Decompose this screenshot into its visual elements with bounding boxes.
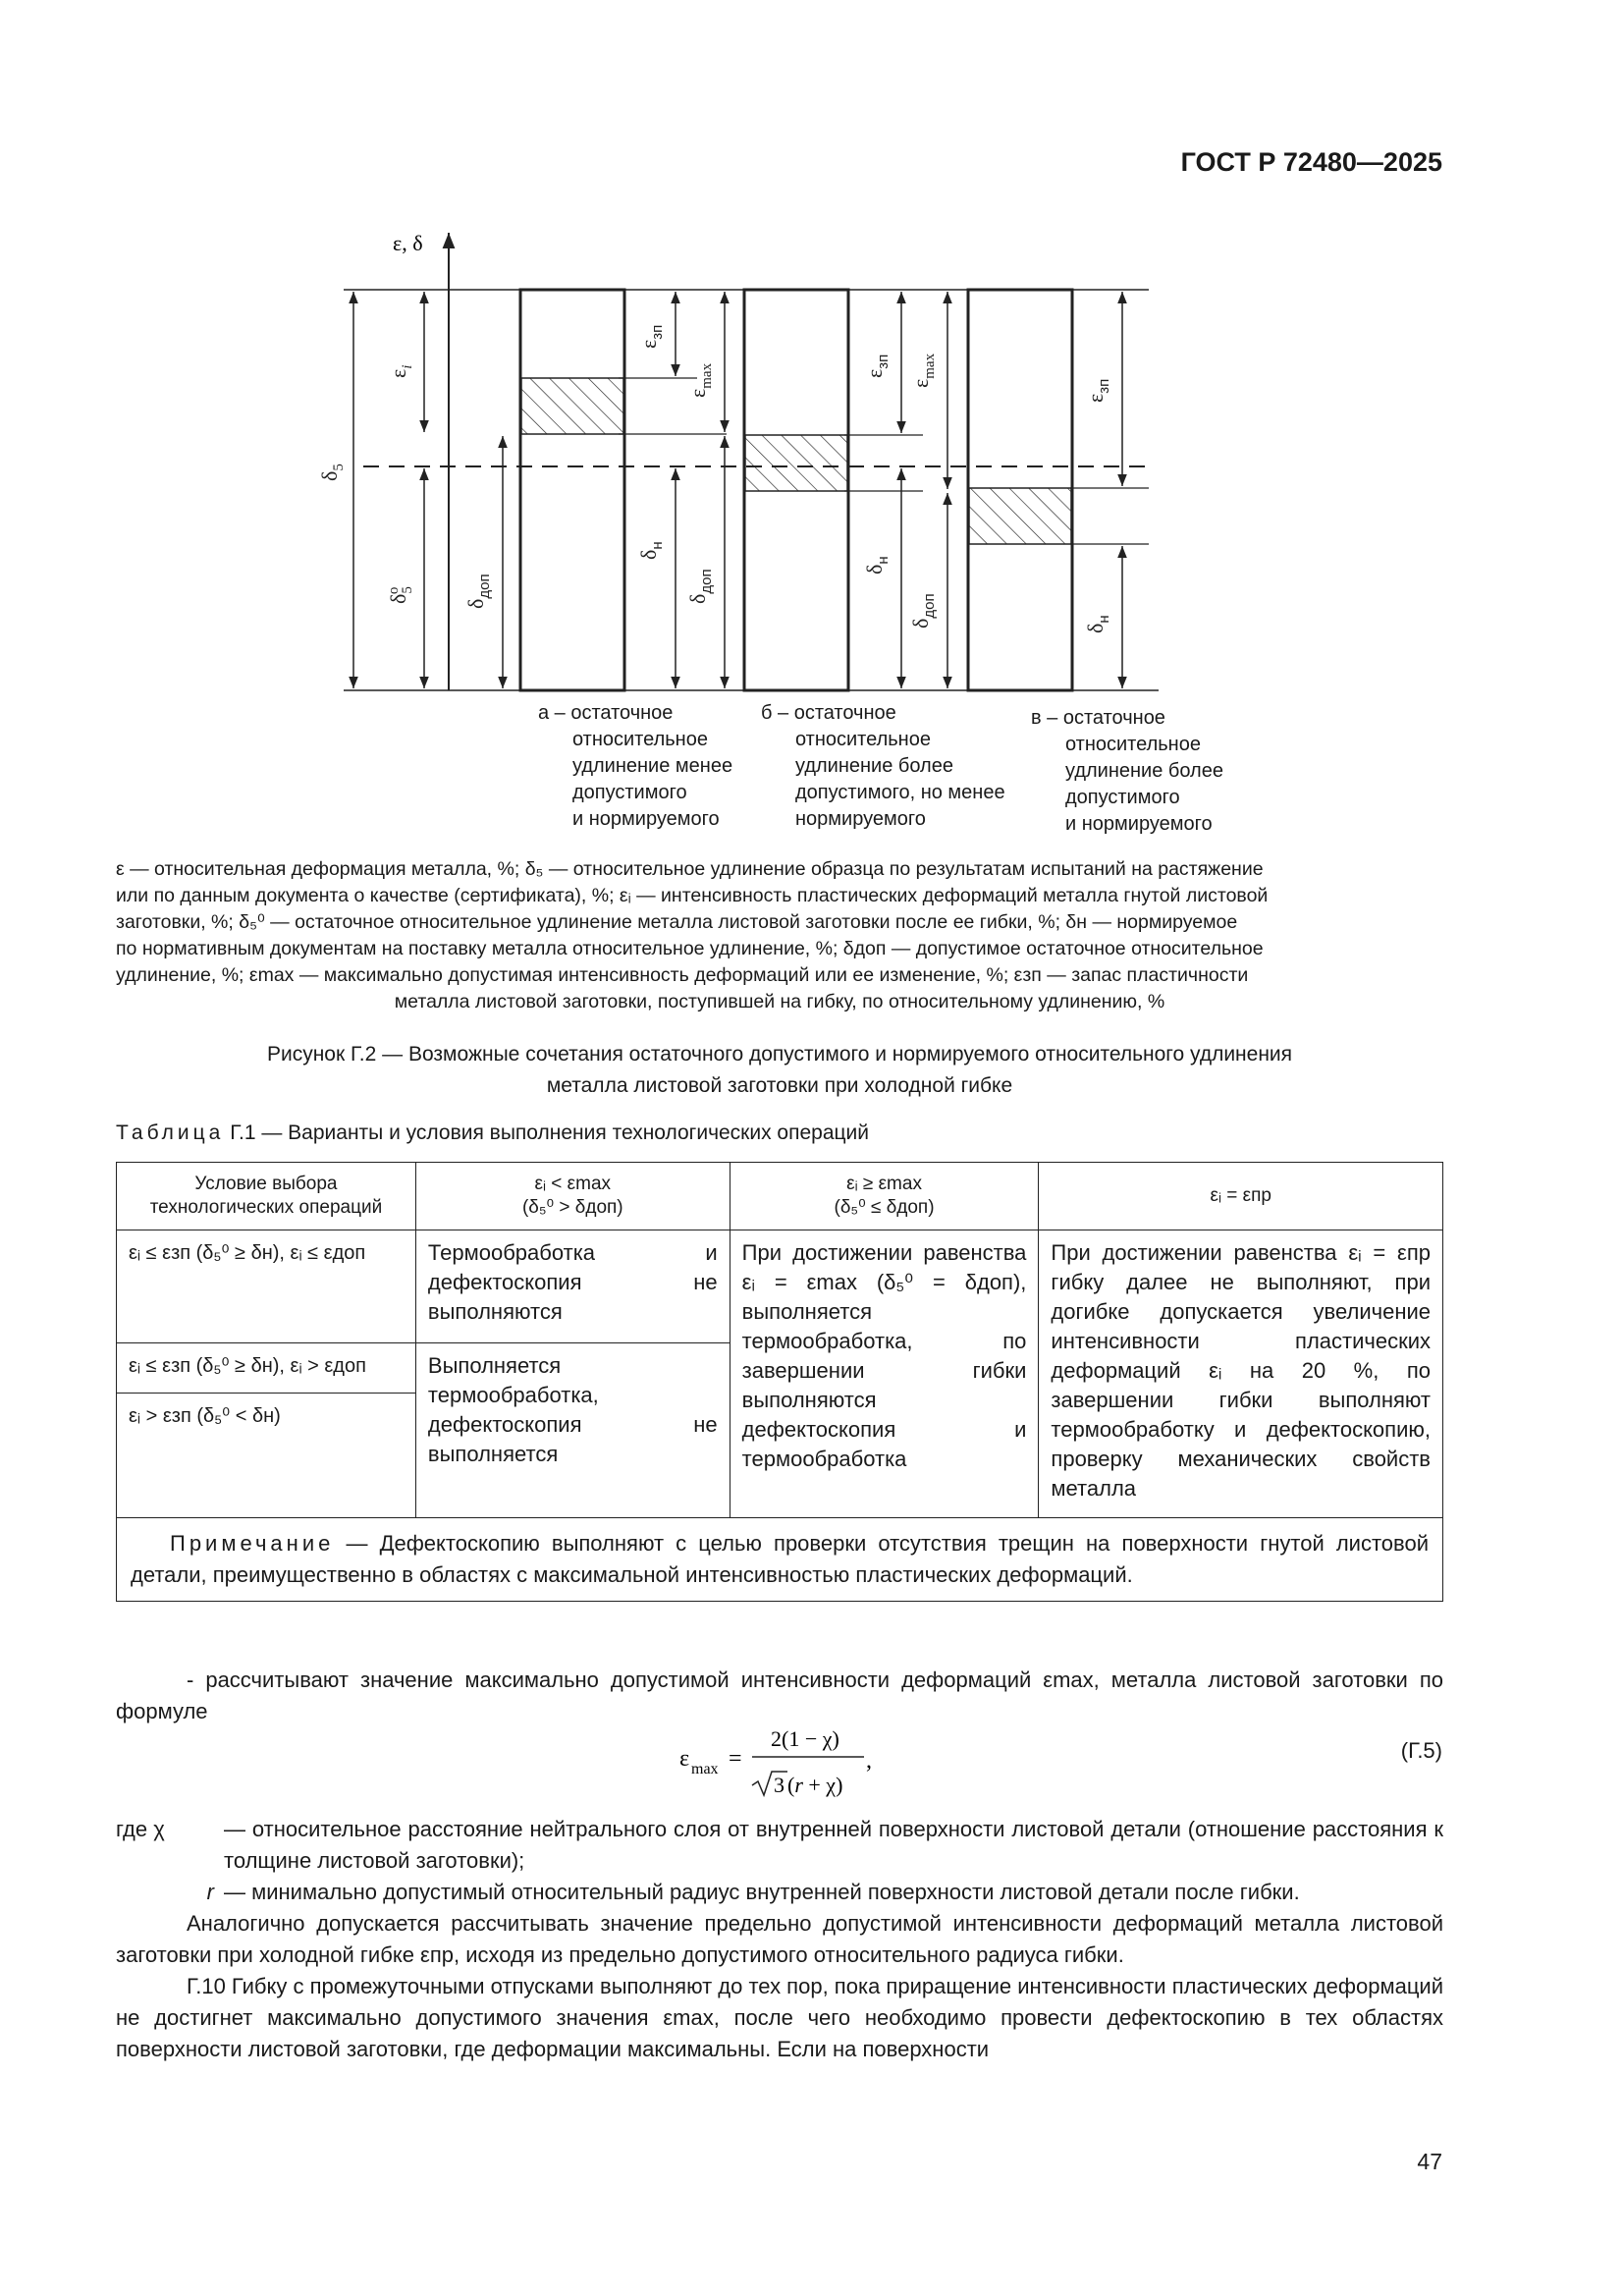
header-col3: εᵢ ≥ εmax (δ₅⁰ ≤ δдоп) <box>730 1163 1039 1230</box>
row1-col2: Термообработка и дефектоскопия не выполняются <box>415 1230 730 1343</box>
formula-g5 <box>677 1717 913 1805</box>
caption-a: а – остаточное относительное удлинение менее допустимого и нормируемого <box>538 702 733 830</box>
svg-text:ε: ε <box>679 1746 690 1772</box>
where-r: r — минимально допустимый относительный радиус внутренней поверхности листовой детали после гибки. <box>206 1880 1300 1904</box>
table-note-row <box>117 1518 1443 1602</box>
paragraph-2: Аналогично допускается рассчитывать значение предельно допустимой интенсивности деформаций металла листовой заготовки при холодной гибке εпр, исходя из предельно допустимого относительного радиуса гибки. <box>116 1911 1443 1967</box>
page-number: 47 <box>1417 2149 1442 2174</box>
label-delta-dop-a: $\delta_{доп}$ <box>463 574 493 609</box>
label-delta5: $\delta_5$ <box>317 464 347 481</box>
condition-1: εᵢ ≤ εзп (δ₅⁰ ≥ δн), εᵢ ≤ εдоп <box>117 1230 416 1343</box>
label-delta-dop-v: $\delta_{доп}$ <box>908 593 938 629</box>
condition-2: εᵢ ≤ εзп (δ₅⁰ ≥ δн), εᵢ > εдоп <box>117 1343 416 1394</box>
label-eps-zp-a: $\varepsilon_{зп}$ <box>636 324 666 349</box>
figure-legend: ε — относительная деформация металла, %; δ₅ — относительное удлинение образца по результатам испытаний на растяжение или по данным документа о качестве (сертификата), %; εᵢ — интенсивность пластических деформаций металла гнутой листовой заготовки, %; δ₅⁰ — остаточное относительное удлинение металла листовой заготовки после ее гибки, %; δн — нормируемое по нормативным документам на поставку металла относительное удлинение, %; δдоп — допустимое остаточное относительное удлинение, %; εmax — максимально допустимая интенсивность деформаций или ее изменение, %; εзп — запас пластичности металла листовой заготовки, поступившей на гибку, по относительному удлинению, % <box>116 858 1269 1012</box>
table-header-row <box>117 1163 1443 1230</box>
svg-text:3: 3 <box>774 1773 784 1797</box>
column-a <box>520 290 624 690</box>
header-col4: εᵢ = εпр <box>1039 1163 1443 1230</box>
table-title: Таблица Г.1 — Варианты и условия выполнения технологических операций <box>116 1121 870 1144</box>
label-delta-n-v: $\delta_н$ <box>1083 615 1112 633</box>
document-id: ГОСТ Р 72480—2025 <box>1180 147 1442 177</box>
header-col2: εᵢ < εmax (δ₅⁰ > δдоп) <box>415 1163 730 1230</box>
svg-text:max: max <box>691 1761 719 1777</box>
row2-col2: Выполняется термообработка, дефектоскопия не выполняется <box>415 1343 730 1518</box>
formula-number: (Г.5) <box>1400 1738 1442 1763</box>
svg-text:=: = <box>729 1746 742 1772</box>
figure-caption: Рисунок Г.2 — Возможные сочетания остаточного допустимого и нормируемого относительного удлинения металла листовой заготовки при холодной гибке <box>266 1043 1293 1097</box>
axis-label: ε, δ <box>393 231 423 255</box>
label-eps-zp-b: $\varepsilon_{зп}$ <box>862 354 892 378</box>
label-eps-max-a: $\varepsilon_{max}$ <box>685 362 715 398</box>
operations-table <box>116 1162 1443 1602</box>
svg-text:2(1 − χ): 2(1 − χ) <box>771 1726 839 1751</box>
condition-3: εᵢ > εзп (δ₅⁰ < δн) <box>117 1394 416 1518</box>
label-eps-i: $\varepsilon_i$ <box>386 364 415 378</box>
label-eps-max-b: $\varepsilon_{max}$ <box>908 353 938 388</box>
table-note: Примечание — Дефектоскопию выполняют с целью проверки отсутствия трещин на поверхности гнутой листовой детали, преимущественно в областях с максимальной интенсивностью пластических деформаций. <box>117 1518 1443 1602</box>
header-condition: Условие выбора технологических операций <box>117 1163 416 1230</box>
col4-text: При достижении равенства εᵢ = εпр гибку далее не выполняют, при догибке допускается увеличение интенсивности пластических деформаций εᵢ на 20 %, по завершении гибки выполняют термообработку и дефектоскопию, проверку механических свойств металла <box>1039 1230 1443 1518</box>
paragraph-1: - рассчитывают значение максимально допустимой интенсивности деформаций εmax, металла листовой заготовки по формуле <box>116 1667 1443 1723</box>
label-delta-n-a: $\delta_н$ <box>636 541 666 560</box>
label-eps-zp-v: $\varepsilon_{зп}$ <box>1083 378 1112 403</box>
paragraph-3: Г.10 Гибку с промежуточными отпусками выполняют до тех пор, пока приращение интенсивности пластических деформаций не достигнет максимально допустимого значения εmax, после чего необходимо провести дефектоскопию в тех областях поверхности листовой заготовки, где деформации максимальны. Если на поверхности <box>116 1974 1443 2061</box>
where-chi: где χ — относительное расстояние нейтрального слоя от внутренней поверхности листовой детали (отношение расстояния к толщине листовой заготовки); <box>116 1817 1443 1873</box>
label-delta-n-b: $\delta_н$ <box>862 556 892 574</box>
svg-text:,: , <box>866 1748 872 1774</box>
caption-b: б – остаточное относительное удлинение более допустимого, но менее нормируемого <box>761 702 1005 830</box>
col3-text: При достижении равенства εᵢ = εmax (δ₅⁰ = δдоп), выполняется термообработка, по завершении гибки выполняются дефектоскопия и термообработка <box>730 1230 1039 1518</box>
label-delta-dop-b: $\delta_{доп}$ <box>685 569 715 604</box>
caption-v: в – остаточное относительное удлинение более допустимого и нормируемого <box>1031 707 1223 835</box>
label-delta5-0: $\delta_5o$ <box>386 586 415 604</box>
table-row <box>117 1230 1443 1343</box>
svg-text:(r + χ): (r + χ) <box>787 1773 843 1797</box>
